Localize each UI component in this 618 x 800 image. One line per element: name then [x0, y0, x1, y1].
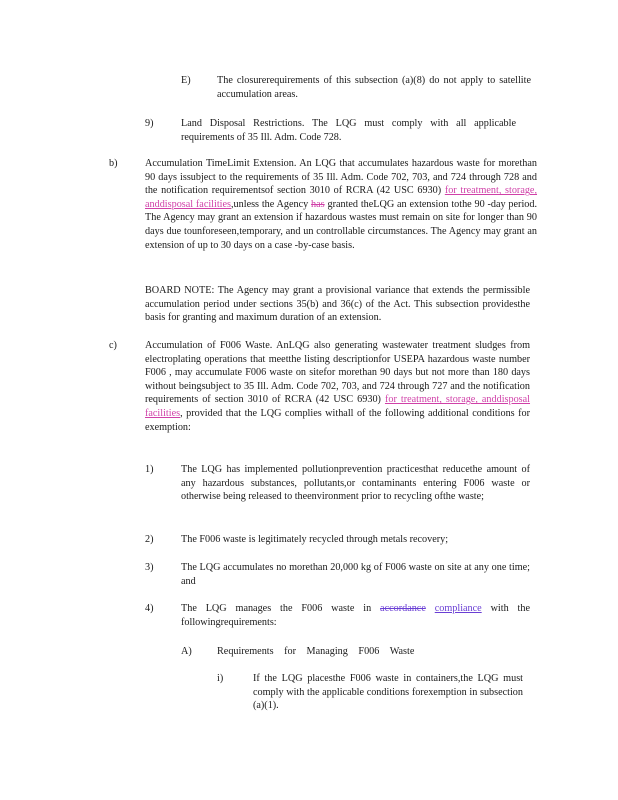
- item-label-9: 9): [145, 118, 154, 129]
- item-text-4: [181, 602, 530, 629]
- subsection-label-c: c): [109, 340, 117, 351]
- insertion-compliance: compliance: [434, 603, 482, 614]
- item-text-i: If the LQG placesthe F006 waste in containers,the LQG must comply with the applicable conditions forexemption in subsection (a)(1).: [253, 673, 523, 712]
- insertion-treatment-facilities: for treatment, storage, anddisposal facilities: [145, 185, 538, 210]
- insertion-treatment-facilities-c: for treatment, storage, anddisposal facilities: [145, 394, 531, 419]
- item-label-a: A): [181, 646, 192, 657]
- subsection-label-b: b): [109, 158, 118, 169]
- subsection-text-c: [145, 339, 530, 434]
- deletion-has: has: [311, 198, 325, 210]
- subsection-c-text-2: , provided that the LQG complies withall of the following additional conditions for exemption:: [145, 407, 530, 433]
- item-text-e: The closurerequirements of this subsection (a)(8) do not apply to satellite accumulation areas.: [217, 75, 531, 100]
- subsection-text-b: [145, 157, 537, 252]
- item-text-1: The LQG has implemented pollutionprevention practicesthat reducethe amount of any hazardous substances, pollutants,or contaminants entering F006 waste or otherwise being released to theenvironment prior to recycling ofthe waste;: [181, 464, 530, 503]
- item-text-2: The F006 waste is legitimately recycled through metals recovery;: [181, 534, 449, 545]
- item-label-i: i): [217, 673, 224, 684]
- item-4-text-2: with the followingrequirements:: [181, 603, 530, 628]
- requirements-heading: Requirements for Managing F006 Waste: [217, 646, 415, 657]
- item-label-2: 2): [145, 534, 154, 545]
- item-4-text-1: The LQG manages the F006 waste in: [181, 603, 372, 614]
- item-label-1: 1): [145, 464, 154, 475]
- board-note: BOARD NOTE: The Agency may grant a provisional variance that extends the permissible accumulation period under sections 35(b) and 36(c) of the Act. This subsection providesthe basis for granting and maximum duration of an extension.: [145, 285, 530, 324]
- item-label-3: 3): [145, 562, 154, 573]
- subsection-c-text-1: Accumulation of F006 Waste. AnLQG also generating wastewater treatment sludges from electroplating operations that meetthe listing descriptionfor USEPA hazardous waste number F006 , may accumulate F006 waste on sitefor morethan 90 days but not more than 180 days without beingsubject to 35 Ill. Adm. Code 702, 703, and 724 through 727 and the notification requirements of section 3010 of RCRA (42 USC 6930): [145, 340, 530, 406]
- item-text-3: The LQG accumulates no morethan 20,000 kg of F006 waste on site at any one time; and: [181, 562, 530, 587]
- subsection-b-text-3: granted theLQG an extension tothe 90 -day period. The Agency may grant an extension if hazardous wastes must remain on site for longer than 90 days due tounforeseen,temporary, and un controllable circumstances. The Agency may grant an extension of up to 30 days on a case -by-case basis.: [145, 198, 538, 251]
- subsection-b-text-2: ,unless the Agency: [231, 198, 309, 210]
- item-text-9: Land Disposal Restrictions. The LQG must comply with all applicable requirements of 35 Ill. Adm. Code 728.: [181, 118, 516, 143]
- subsection-b-text-1: Accumulation TimeLimit Extension. An LQG that accumulates hazardous waste for morethan 90 days issubject to the requirements of 35 Ill. Adm. Code 702, 703, and 724 through 728 and the notification requirementsof section 3010 of RCRA (42 USC 6930): [145, 158, 537, 197]
- item-label-e: E): [181, 75, 191, 86]
- deletion-accordance: accordance: [380, 603, 426, 614]
- item-label-4: 4): [145, 603, 154, 614]
